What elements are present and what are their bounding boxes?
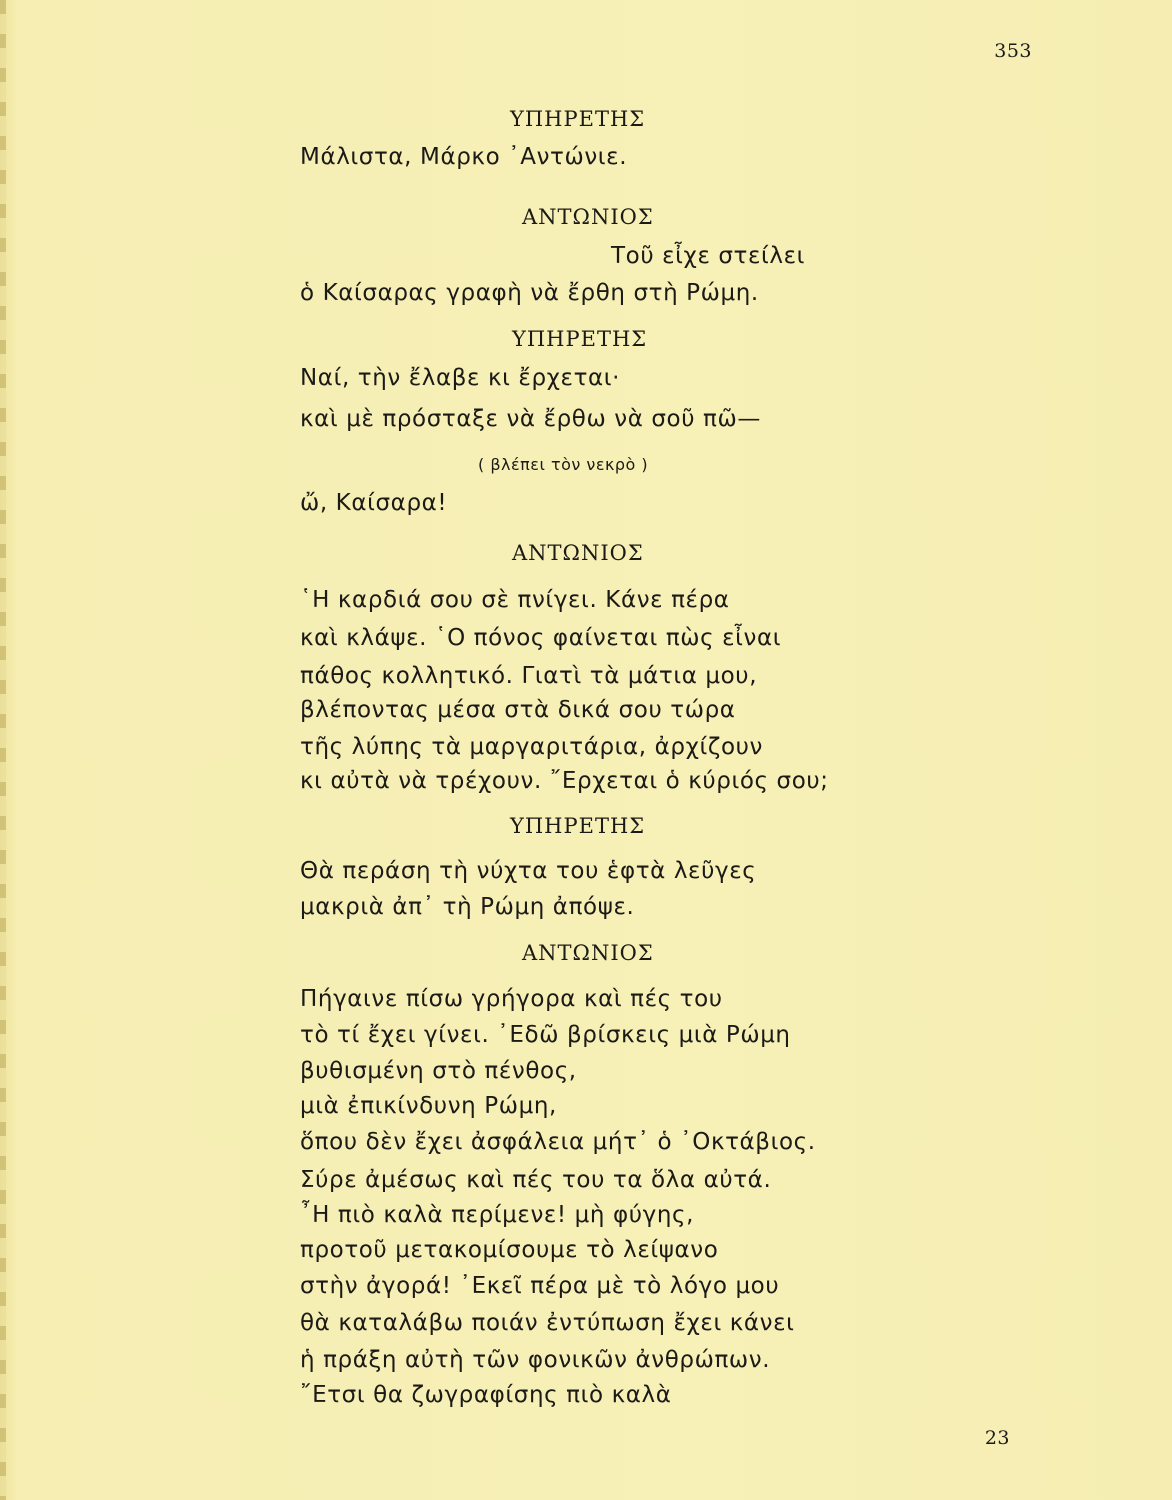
- verse-line: Ναί, τὴν ἔλαβε κι ἔρχεται·: [300, 365, 621, 391]
- verse-line: Σύρε ἀμέσως καὶ πές του τα ὅλα αὐτά.: [300, 1167, 772, 1193]
- speaker-name: ΑΝΤΩΝΙΟΣ: [522, 941, 654, 965]
- speaker-name: ΥΠΗΡΕΤΗΣ: [512, 327, 648, 351]
- verse-line: ὅπου δὲν ἔχει ἀσφάλεια μήτ᾿ ὁ ᾿Οκτάβιος.: [300, 1129, 816, 1155]
- verse-line: Τοῦ εἶχε στείλει: [611, 243, 806, 269]
- verse-line: ὤ, Καίσαρα!: [300, 490, 448, 516]
- verse-line: θὰ καταλάβω ποιάν ἐντύπωση ἔχει κάνει: [300, 1310, 795, 1336]
- verse-line: ἡ πράξη αὐτὴ τῶν φονικῶν ἀνθρώπων.: [300, 1347, 771, 1373]
- verse-line: Θὰ περάση τὴ νύχτα του ἑφτὰ λεῦγες: [300, 858, 757, 884]
- speaker-name: ΑΝΤΩΝΙΟΣ: [512, 541, 644, 565]
- verse-line: καὶ κλάψε. ῾Ο πόνος φαίνεται πὼς εἶναι: [300, 625, 782, 651]
- verse-line: στὴν ἀγορά! ᾿Εκεῖ πέρα μὲ τὸ λόγο μου: [300, 1273, 780, 1299]
- stage-direction: ( βλέπει τὸν νεκρὸ ): [478, 455, 649, 474]
- verse-line: ῾Η καρδιά σου σὲ πνίγει. Κάνε πέρα: [300, 587, 730, 613]
- verse-line: καὶ μὲ πρόσταξε νὰ ἔρθω νὰ σοῦ πῶ—: [300, 406, 761, 432]
- verse-line: μιὰ ἐπικίνδυνη Ρώμη,: [300, 1093, 557, 1119]
- verse-line: πάθος κολλητικό. Γιατὶ τὰ μάτια μου,: [300, 663, 758, 689]
- speaker-name: ΥΠΗΡΕΤΗΣ: [510, 107, 646, 131]
- page-number-top: 353: [994, 40, 1032, 62]
- page-left-edge: [0, 0, 6, 1500]
- verse-line: τῆς λύπης τὰ μαργαριτάρια, ἀρχίζουν: [300, 734, 763, 760]
- verse-line: Μάλιστα, Μάρκο ᾿Αντώνιε.: [300, 144, 628, 170]
- verse-line: Πήγαινε πίσω γρήγορα καὶ πές του: [300, 986, 723, 1012]
- verse-line: ῏Η πιὸ καλὰ περίμενε! μὴ φύγης,: [300, 1202, 695, 1228]
- verse-line: τὸ τί ἔχει γίνει. ᾿Εδῶ βρίσκεις μιὰ Ρώμη: [300, 1022, 791, 1048]
- verse-line: μακριὰ ἀπ᾿ τὴ Ρώμη ἀπόψε.: [300, 894, 635, 920]
- verse-line: βλέποντας μέσα στὰ δικά σου τώρα: [300, 697, 736, 723]
- speaker-name: ΥΠΗΡΕΤΗΣ: [510, 814, 646, 838]
- verse-line: προτοῦ μετακομίσουμε τὸ λείψανο: [300, 1237, 719, 1263]
- verse-line: βυθισμένη στὸ πένθος,: [300, 1058, 577, 1084]
- verse-line: ῎Ετσι θα ζωγραφίσης πιὸ καλὰ: [300, 1382, 672, 1408]
- page-number-bottom: 23: [984, 1427, 1010, 1449]
- verse-line: ὁ Καίσαρας γραφὴ νὰ ἔρθη στὴ Ρώμη.: [300, 280, 759, 306]
- verse-line: κι αὐτὰ νὰ τρέχουν. ῎Ερχεται ὁ κύριός σου;: [300, 768, 829, 794]
- speaker-name: ΑΝΤΩΝΙΟΣ: [522, 205, 654, 229]
